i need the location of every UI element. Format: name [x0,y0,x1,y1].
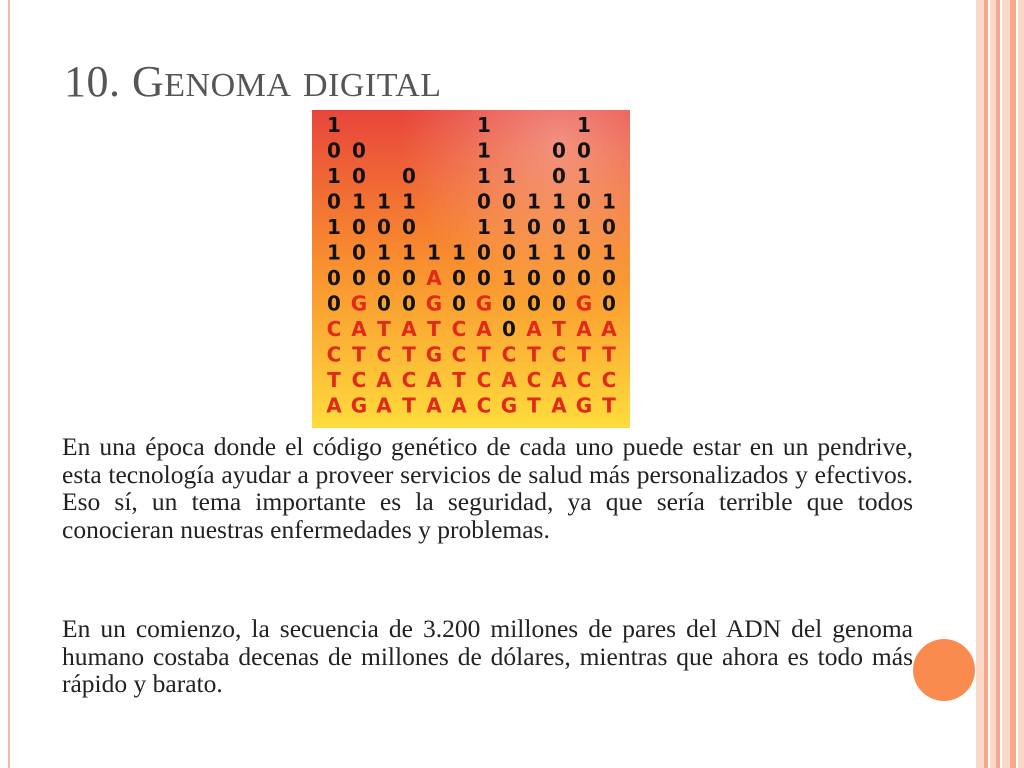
binary-digit: 1 [327,240,341,265]
binary-digit: 0 [352,240,366,265]
genome-base-letter: C [476,368,492,392]
title-number: 10. [64,57,121,106]
genome-base-letter: A [526,317,542,341]
genome-base-letter: C [401,368,417,392]
binary-digit: 0 [352,164,366,188]
binary-digit: 1 [552,240,566,265]
binary-digit: 0 [527,215,541,239]
binary-digit: 1 [552,189,566,214]
binary-digit: 0 [352,266,366,290]
binary-digit: 1 [602,189,616,214]
genome-base-letter: T [327,368,341,392]
genome-base-letter: C [601,368,617,392]
genome-base-letter: T [352,342,366,367]
binary-digit: 1 [527,189,541,214]
binary-digit: 1 [577,164,591,188]
decorative-stripes [976,0,1024,768]
title-word2: DIGITAL [302,67,442,104]
genome-base-letter: A [426,266,442,290]
binary-digit: 0 [452,291,466,316]
binary-digit: 1 [377,240,391,265]
binary-digit: 0 [552,164,566,188]
genome-base-letter: T [402,393,416,418]
paragraph-1: En una época donde el código genético de cada uno puede estar en un pendrive, esta tecnología ayudar a proveer servicios de salud más personalizados y efectivos. Eso sí, un tema importante es la seguridad, ya que sería terrible que todos conocieran nuestras enfermedades y problemas. [62,432,913,544]
genome-base-letter: A [501,368,517,392]
binary-digit: 1 [602,240,616,265]
genome-base-letter: A [601,317,617,341]
left-border-line [8,0,10,768]
genome-base-letter: A [451,393,467,418]
genome-base-letter: C [451,342,467,367]
genome-base-letter: C [501,342,517,367]
binary-digit: 0 [502,317,516,341]
binary-digit: 0 [552,266,566,290]
title-word1-rest: ENOMA [164,67,292,104]
binary-digit: 1 [502,266,516,290]
genome-base-letter: C [476,393,492,418]
binary-digit: 0 [402,215,416,239]
binary-digit: 0 [377,291,391,316]
binary-digit: 1 [527,240,541,265]
binary-digit: 1 [477,164,491,188]
binary-digit: 0 [577,138,591,163]
binary-digit: 1 [327,215,341,239]
genome-base-letter: A [426,368,442,392]
title-first-letter: G [132,57,165,106]
slide-title [64,56,442,107]
genome-base-letter: T [427,317,441,341]
binary-digit: 1 [477,113,491,137]
genome-base-letter: A [376,393,392,418]
binary-digit: 1 [502,215,516,239]
binary-digit: 0 [527,291,541,316]
genome-base-letter: G [350,393,368,418]
genome-base-letter: A [476,317,492,341]
genome-base-letter: A [426,393,442,418]
binary-digit: 0 [327,138,341,163]
binary-digit: 0 [502,189,516,214]
binary-digit: 0 [377,266,391,290]
binary-digit: 1 [427,240,441,265]
binary-digit: 0 [402,266,416,290]
binary-digit: 0 [352,215,366,239]
binary-digit: 0 [477,240,491,265]
genome-base-letter: A [576,317,592,341]
genome-base-letter: A [351,317,367,341]
binary-digit: 0 [602,291,616,316]
genome-base-letter: C [326,317,342,341]
genome-base-letter: C [376,342,392,367]
binary-digit: 1 [577,113,591,137]
genome-base-letter: T [402,342,416,367]
genome-base-letter: G [350,291,368,316]
genome-base-letter: A [376,368,392,392]
genome-base-letter: A [326,393,342,418]
binary-digit: 0 [402,291,416,316]
genome-base-letter: T [577,342,591,367]
binary-digit: 1 [452,240,466,265]
genome-base-letter: A [551,393,567,418]
binary-digit: 1 [377,189,391,214]
binary-digit: 0 [577,240,591,265]
binary-digit: 0 [477,266,491,290]
genome-base-letter: C [326,342,342,367]
binary-digit: 0 [352,138,366,163]
genome-base-letter: T [477,342,491,367]
genome-base-letter: T [602,342,616,367]
binary-digit: 0 [502,240,516,265]
binary-digit: 1 [402,240,416,265]
genome-base-letter: G [575,393,593,418]
genome-base-letter: G [575,291,593,316]
binary-digit: 1 [402,189,416,214]
paragraph-2: En un comienzo, la secuencia de 3.200 millones de pares del ADN del genoma humano costaba decenas de millones de dólares, mientras que ahora es todo más rápido y barato. [62,614,913,698]
binary-digit: 0 [327,266,341,290]
binary-digit: 1 [327,113,341,137]
binary-digit: 1 [502,164,516,188]
binary-digit: 1 [577,215,591,239]
decorative-circle [913,639,975,701]
genome-base-letter: A [401,317,417,341]
binary-genome-image [312,110,630,428]
binary-digit: 0 [377,215,391,239]
genome-base-letter: T [602,393,616,418]
binary-digit: 1 [352,189,366,214]
binary-digit: 0 [402,164,416,188]
genome-base-letter: A [551,368,567,392]
genome-base-letter: G [425,342,443,367]
genome-base-letter: G [500,393,518,418]
genome-base-letter: C [551,342,567,367]
genome-base-letter: T [377,317,391,341]
genome-base-letter: C [576,368,592,392]
genome-base-letter: C [526,368,542,392]
genome-base-letter: T [527,393,541,418]
binary-digit: 0 [452,266,466,290]
genome-base-letter: T [452,368,466,392]
genome-base-letter: G [425,291,443,316]
binary-digit: 1 [327,164,341,188]
binary-digit: 0 [602,215,616,239]
binary-digit: 0 [477,189,491,214]
binary-digit: 0 [327,291,341,316]
binary-digit: 0 [577,189,591,214]
genome-base-letter: T [527,342,541,367]
genome-base-letter: C [451,317,467,341]
binary-digit: 0 [327,189,341,214]
binary-digit: 1 [477,138,491,163]
genome-base-letter: G [475,291,493,316]
binary-digit: 0 [577,266,591,290]
genome-base-letter: T [552,317,566,341]
binary-digit: 1 [477,215,491,239]
binary-digit: 0 [552,138,566,163]
binary-digit: 0 [527,266,541,290]
binary-digit: 0 [552,215,566,239]
genome-base-letter: C [351,368,367,392]
binary-digit: 0 [502,291,516,316]
binary-digit: 0 [552,291,566,316]
binary-digit: 0 [602,266,616,290]
